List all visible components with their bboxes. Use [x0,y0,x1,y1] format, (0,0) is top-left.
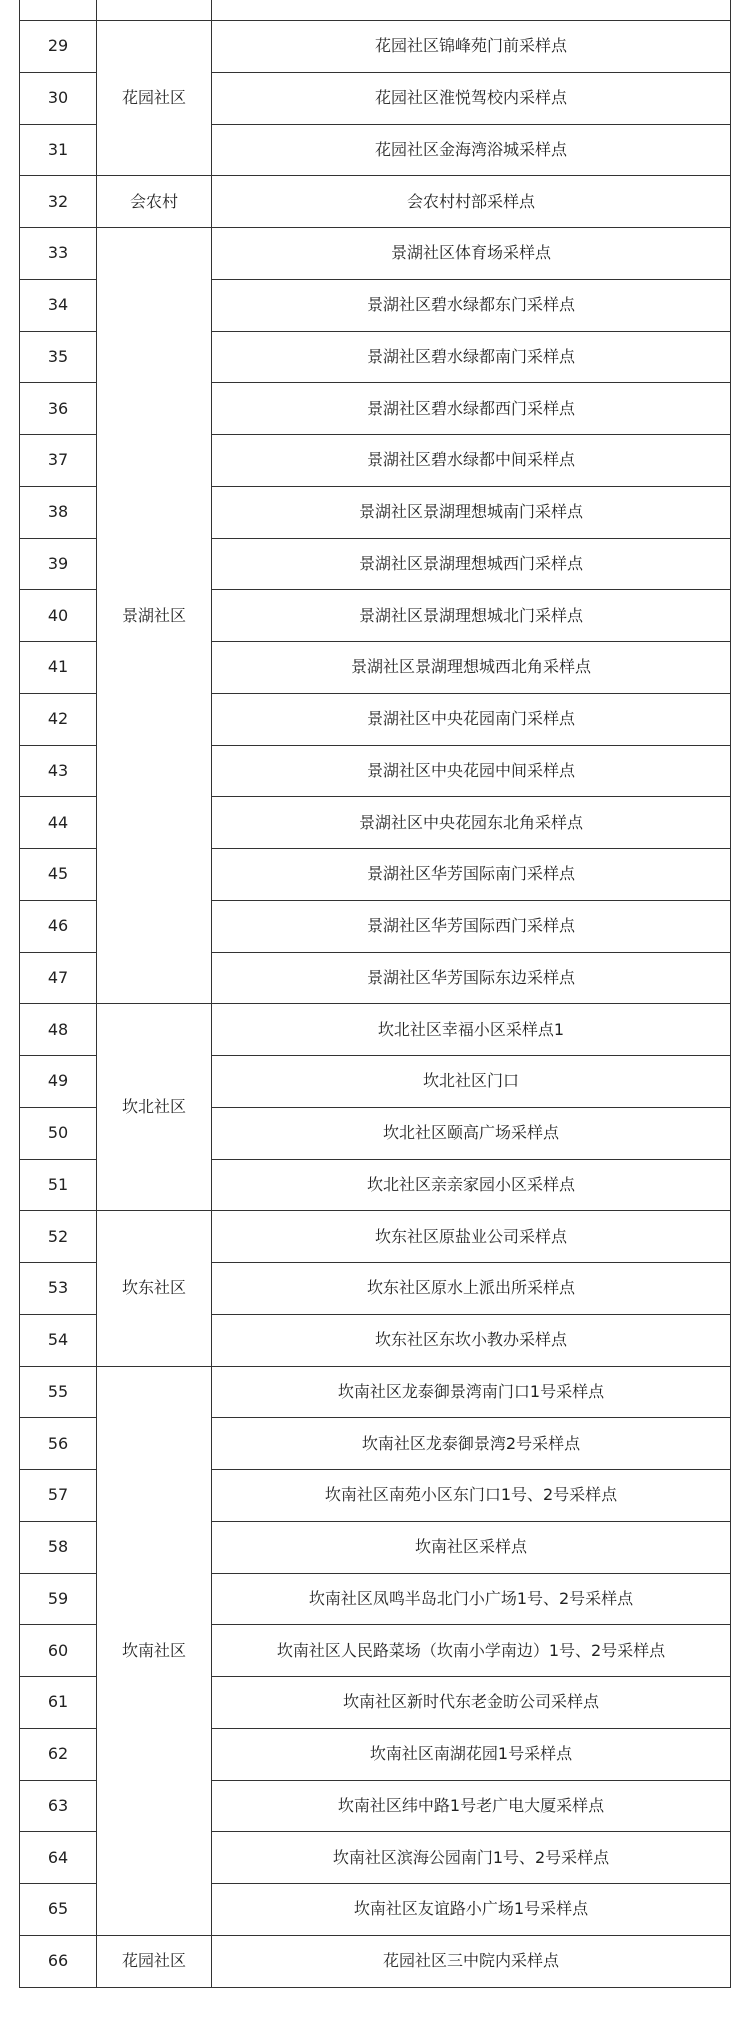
row-number: 66 [20,1935,97,1987]
table-row [20,1211,731,1263]
site-name: 花园社区金海湾浴城采样点 [212,124,731,176]
row-number: 34 [20,279,97,331]
site-name: 景湖社区中央花园中间采样点 [212,745,731,797]
row-number: 61 [20,1677,97,1729]
site-name: 坎南社区新时代东老金昉公司采样点 [212,1677,731,1729]
row-number: 58 [20,1521,97,1573]
table-row [20,1366,731,1418]
row-number: 50 [20,1107,97,1159]
community-name: 景湖社区 [97,228,212,1004]
site-name: 景湖社区华芳国际南门采样点 [212,849,731,901]
row-number: 37 [20,435,97,487]
site-name: 景湖社区体育场采样点 [212,228,731,280]
row-number: 59 [20,1573,97,1625]
site-name: 坎北社区幸福小区采样点1 [212,1004,731,1056]
row-number: 42 [20,693,97,745]
row-number: 55 [20,1366,97,1418]
site-name: 坎南社区南湖花园1号采样点 [212,1728,731,1780]
site-name: 坎北社区颐高广场采样点 [212,1107,731,1159]
row-number-cell [20,0,97,21]
community-name: 会农村 [97,176,212,228]
row-number: 32 [20,176,97,228]
site-name: 花园社区淮悦驾校内采样点 [212,72,731,124]
site-name: 花园社区锦峰苑门前采样点 [212,21,731,73]
site-name: 景湖社区华芳国际东边采样点 [212,952,731,1004]
site-name: 景湖社区景湖理想城西门采样点 [212,538,731,590]
table-row [20,228,731,280]
row-number: 53 [20,1263,97,1315]
community-name: 坎南社区 [97,1366,212,1935]
row-number: 56 [20,1418,97,1470]
row-number: 45 [20,849,97,901]
site-name: 景湖社区中央花园东北角采样点 [212,797,731,849]
row-number: 41 [20,642,97,694]
site-name: 坎南社区人民路菜场（坎南小学南边）1号、2号采样点 [212,1625,731,1677]
community-name: 坎北社区 [97,1004,212,1211]
row-number: 30 [20,72,97,124]
row-number: 35 [20,331,97,383]
site-cell [212,0,731,21]
site-name: 坎南社区纬中路1号老广电大厦采样点 [212,1780,731,1832]
row-number: 31 [20,124,97,176]
site-name: 景湖社区景湖理想城南门采样点 [212,486,731,538]
row-number: 54 [20,1314,97,1366]
site-name: 坎东社区东坎小教办采样点 [212,1314,731,1366]
table-row [20,21,731,73]
community-name: 花园社区 [97,21,212,176]
row-number: 57 [20,1470,97,1522]
site-name: 景湖社区碧水绿都中间采样点 [212,435,731,487]
row-number: 64 [20,1832,97,1884]
community-name: 花园社区 [97,1935,212,1987]
site-name: 景湖社区碧水绿都东门采样点 [212,279,731,331]
row-number: 46 [20,900,97,952]
site-name: 会农村村部采样点 [212,176,731,228]
site-name: 坎南社区龙泰御景湾南门口1号采样点 [212,1366,731,1418]
site-name: 坎东社区原水上派出所采样点 [212,1263,731,1315]
row-number: 36 [20,383,97,435]
row-number: 40 [20,590,97,642]
row-number: 48 [20,1004,97,1056]
table-row [20,0,731,21]
row-number: 62 [20,1728,97,1780]
site-name: 坎南社区龙泰御景湾2号采样点 [212,1418,731,1470]
site-name: 坎南社区南苑小区东门口1号、2号采样点 [212,1470,731,1522]
row-number: 39 [20,538,97,590]
testing-sites-table [19,0,731,1988]
row-number: 63 [20,1780,97,1832]
site-name: 坎南社区滨海公园南门1号、2号采样点 [212,1832,731,1884]
row-number: 38 [20,486,97,538]
site-name: 坎南社区凤鸣半岛北门小广场1号、2号采样点 [212,1573,731,1625]
site-name: 坎南社区采样点 [212,1521,731,1573]
site-name: 坎北社区门口 [212,1056,731,1108]
community-cell [97,0,212,21]
row-number: 52 [20,1211,97,1263]
site-name: 坎北社区亲亲家园小区采样点 [212,1159,731,1211]
site-name: 景湖社区景湖理想城北门采样点 [212,590,731,642]
site-name: 景湖社区碧水绿都西门采样点 [212,383,731,435]
site-name: 景湖社区中央花园南门采样点 [212,693,731,745]
row-number: 29 [20,21,97,73]
site-name: 坎南社区友谊路小广场1号采样点 [212,1884,731,1936]
table-row [20,176,731,228]
table-row [20,1935,731,1987]
row-number: 51 [20,1159,97,1211]
row-number: 65 [20,1884,97,1936]
site-name: 坎东社区原盐业公司采样点 [212,1211,731,1263]
row-number: 60 [20,1625,97,1677]
row-number: 33 [20,228,97,280]
row-number: 43 [20,745,97,797]
community-name: 坎东社区 [97,1211,212,1366]
row-number: 49 [20,1056,97,1108]
row-number: 44 [20,797,97,849]
row-number: 47 [20,952,97,1004]
site-name: 景湖社区华芳国际西门采样点 [212,900,731,952]
site-name: 景湖社区景湖理想城西北角采样点 [212,642,731,694]
site-name: 花园社区三中院内采样点 [212,1935,731,1987]
site-name: 景湖社区碧水绿都南门采样点 [212,331,731,383]
table-row [20,1004,731,1056]
